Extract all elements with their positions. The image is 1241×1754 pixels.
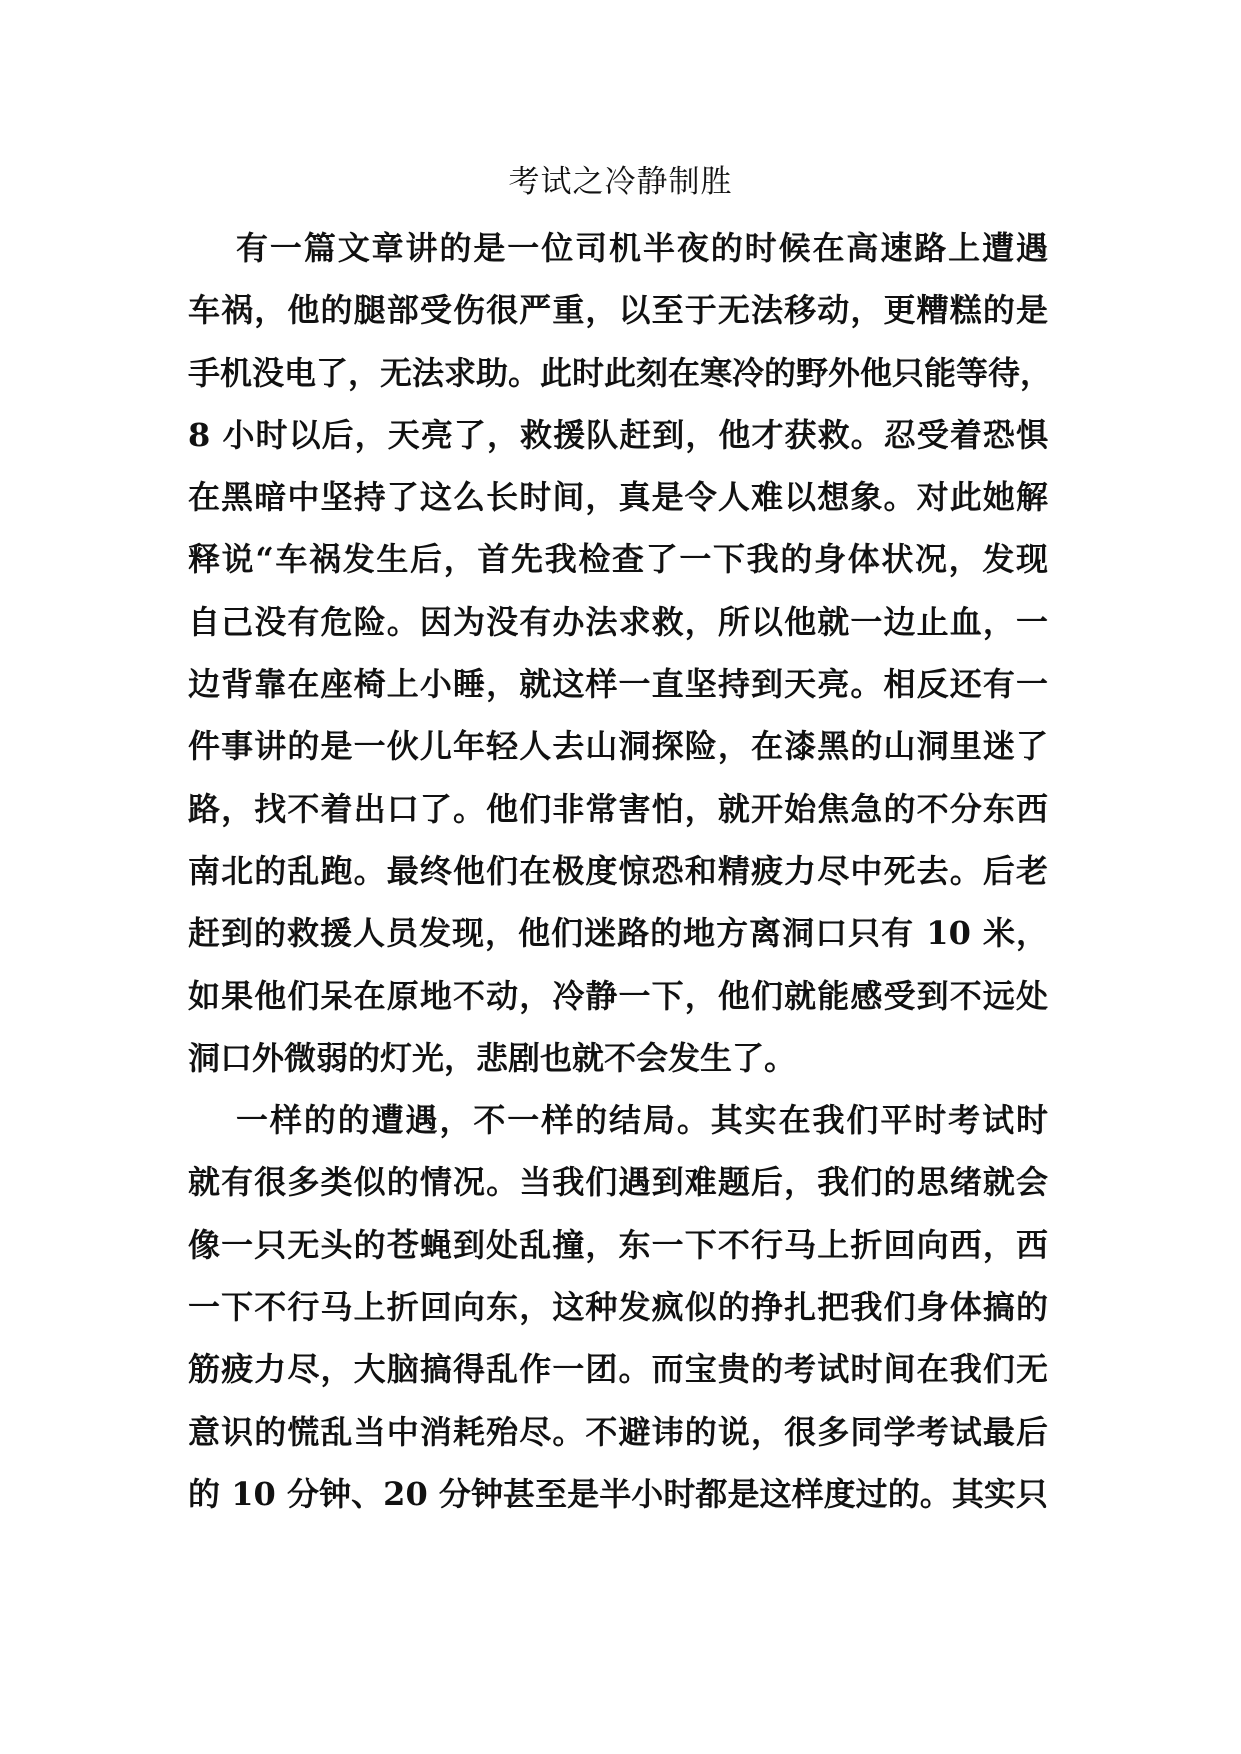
paragraph-2-line-2: 就有很多类似的情况。当我们遇到难题后，我们的思绪就会 (188, 1163, 1048, 1202)
paragraph-1-line-6: 释说“车祸发生后，首先我检查了一下我的身体状况，发现 (188, 540, 1048, 579)
paragraph-2-line-3: 像一只无头的苍蝇到处乱撞，东一下不行马上折回向西，西 (188, 1225, 1048, 1264)
paragraph-2-line-7: 的 10 分钟、20 分钟甚至是半小时都是这样度过的。其实只 (188, 1474, 1048, 1513)
paragraph-1-line-14: 洞口外微弱的灯光，悲剧也就不会发生了。 (188, 1038, 797, 1077)
document-title: 考试之冷静制胜 (508, 164, 733, 200)
paragraph-1-line-8: 边背靠在座椅上小睡，就这样一直坚持到天亮。相反还有一 (188, 665, 1048, 704)
paragraph-1-line-13: 如果他们呆在原地不动，冷静一下，他们就能感受到不远处 (188, 976, 1048, 1015)
paragraph-1-line-9: 件事讲的是一伙儿年轻人去山洞探险，在漆黑的山洞里迷了 (188, 727, 1048, 766)
paragraph-1-line-10: 路，找不着出口了。他们非常害怕，就开始焦急的不分东西 (188, 789, 1048, 828)
paragraph-2-line-5: 筋疲力尽，大脑搞得乱作一团。而宝贵的考试时间在我们无 (188, 1350, 1048, 1389)
paragraph-1-line-11: 南北的乱跑。最终他们在极度惊恐和精疲力尽中死去。后老 (188, 851, 1048, 890)
paragraph-1-line-4: 8 小时以后，天亮了，救援队赶到，他才获救。忍受着恐惧 (188, 415, 1048, 454)
paragraph-1-line-1: 有一篇文章讲的是一位司机半夜的时候在高速路上遭遇 (236, 229, 1048, 267)
paragraph-1-line-7: 自己没有危险。因为没有办法求救，所以他就一边止血，一 (188, 602, 1048, 641)
paragraph-2-line-4: 一下不行马上折回向东，这种发疯似的挣扎把我们身体搞的 (188, 1288, 1048, 1327)
paragraph-1-line-5: 在黑暗中坚持了这么长时间，真是令人难以想象。对此她解 (188, 478, 1048, 517)
paragraph-1-line-2: 车祸，他的腿部受伤很严重，以至于无法移动，更糟糕的是 (188, 291, 1048, 330)
paragraph-2-line-1: 一样的的遭遇，不一样的结局。其实在我们平时考试时 (236, 1101, 1048, 1140)
paragraph-1-line-3: 手机没电了，无法求助。此时此刻在寒冷的野外他只能等待， (188, 353, 1053, 392)
paragraph-1-line-12: 赶到的救援人员发现，他们迷路的地方离洞口只有 10 米， (188, 914, 1048, 953)
paragraph-2-line-6: 意识的慌乱当中消耗殆尽。不避讳的说，很多同学考试最后 (188, 1412, 1048, 1451)
document-body (188, 223, 1053, 1531)
